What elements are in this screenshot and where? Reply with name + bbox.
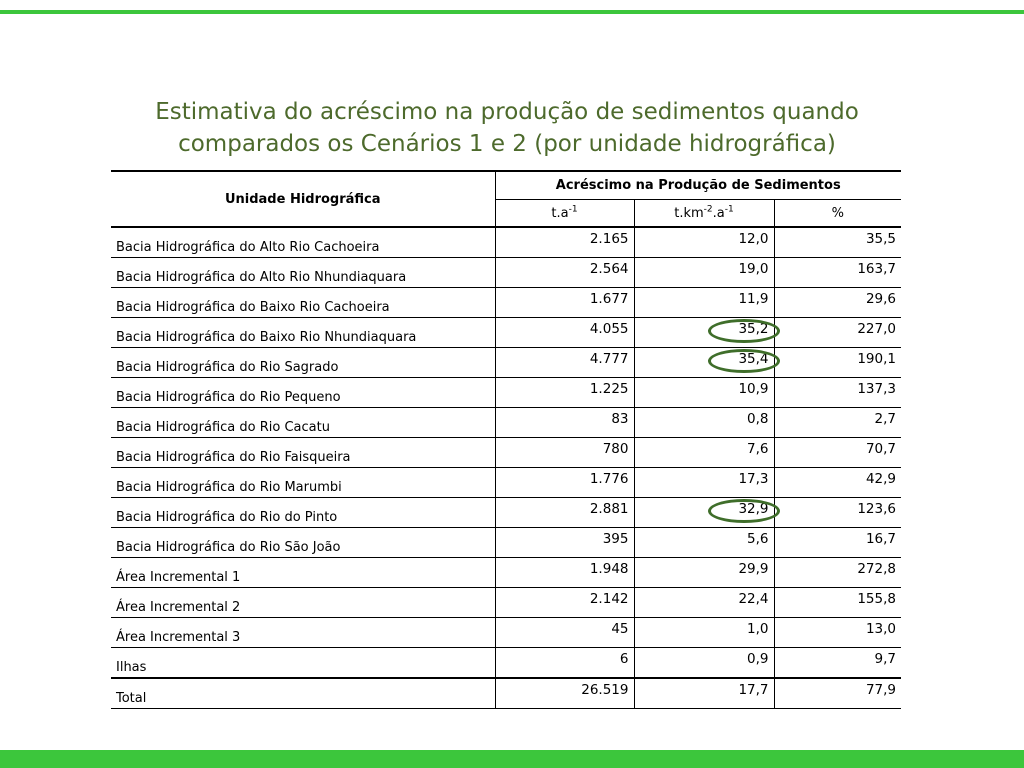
header-tkm-base1: t.km: [674, 205, 704, 221]
row-name: Ilhas: [111, 648, 495, 679]
row-value-percent: 9,7: [774, 648, 901, 679]
row-value-t-km-a: 19,0: [634, 258, 774, 288]
row-value-percent: 16,7: [774, 528, 901, 558]
row-value-t-km-a: 10,9: [634, 378, 774, 408]
row-value-t-a: 395: [495, 528, 634, 558]
table-row: [111, 258, 901, 288]
row-value-t-a: 83: [495, 408, 634, 438]
row-value-percent: 2,7: [774, 408, 901, 438]
header-tkm-sup2: -1: [724, 204, 734, 215]
row-value-t-a: 780: [495, 438, 634, 468]
row-name: Área Incremental 3: [111, 618, 495, 648]
row-name: Bacia Hidrográfica do Rio do Pinto: [111, 498, 495, 528]
row-value-t-a: 2.564: [495, 258, 634, 288]
title-line-1: Estimativa do acréscimo na produção de sedimentos quando: [155, 99, 859, 125]
row-value-t-km-a: 17,3: [634, 468, 774, 498]
table-row: [111, 438, 901, 468]
row-name: Bacia Hidrográfica do Rio Sagrado: [111, 348, 495, 378]
row-value-percent: 70,7: [774, 438, 901, 468]
row-name: Bacia Hidrográfica do Baixo Rio Cachoeira: [111, 288, 495, 318]
row-value-percent: 163,7: [774, 258, 901, 288]
row-value-t-km-a: 12,0: [634, 227, 774, 258]
row-value-percent: 42,9: [774, 468, 901, 498]
row-name: Área Incremental 1: [111, 558, 495, 588]
table-row: [111, 618, 901, 648]
header-acrescimo: Acréscimo na Produção de Sedimentos: [495, 171, 901, 200]
row-value-t-km-a: 7,6: [634, 438, 774, 468]
header-percent: %: [774, 200, 901, 228]
row-value-t-km-a: 29,9: [634, 558, 774, 588]
total-row: [111, 678, 901, 709]
row-value-t-a: 1.677: [495, 288, 634, 318]
top-accent-bar: [0, 10, 1024, 14]
total-name: Total: [111, 678, 495, 709]
row-name: Bacia Hidrográfica do Rio São João: [111, 528, 495, 558]
table-row: [111, 648, 901, 679]
row-value-t-km-a: 5,6: [634, 528, 774, 558]
row-name: Bacia Hidrográfica do Alto Rio Cachoeira: [111, 227, 495, 258]
table-row: [111, 318, 901, 348]
row-value-percent: 13,0: [774, 618, 901, 648]
row-value-t-a: 2.881: [495, 498, 634, 528]
table-row: [111, 588, 901, 618]
row-value-t-a: 2.165: [495, 227, 634, 258]
table-row: [111, 378, 901, 408]
sediment-table: [111, 170, 901, 709]
header-t-a-sup: -1: [568, 204, 578, 215]
table-row: [111, 558, 901, 588]
title-line-2: comparados os Cenários 1 e 2 (por unidade hidrográfica): [178, 131, 836, 157]
row-value-percent: 227,0: [774, 318, 901, 348]
slide-title: [112, 96, 902, 160]
total-value-t-a: 26.519: [495, 678, 634, 709]
header-tkm-base2: .a: [712, 205, 725, 221]
row-name: Bacia Hidrográfica do Rio Faisqueira: [111, 438, 495, 468]
row-value-t-a: 45: [495, 618, 634, 648]
row-value-t-km-a: 22,4: [634, 588, 774, 618]
table-row: [111, 348, 901, 378]
row-value-t-a: 2.142: [495, 588, 634, 618]
row-name: Bacia Hidrográfica do Rio Pequeno: [111, 378, 495, 408]
table-row: [111, 408, 901, 438]
row-value-t-a: 4.055: [495, 318, 634, 348]
header-t-a-base: t.a: [551, 205, 569, 221]
row-value-t-km-a: 0,8: [634, 408, 774, 438]
header-t-km-a: [634, 200, 774, 228]
row-value-t-a: 1.776: [495, 468, 634, 498]
table-row: [111, 468, 901, 498]
row-value-percent: 190,1: [774, 348, 901, 378]
row-value-percent: 137,3: [774, 378, 901, 408]
table-row: [111, 227, 901, 258]
row-value-t-km-a: 0,9: [634, 648, 774, 679]
row-value-t-km-a: 35,2: [634, 318, 774, 348]
row-value-percent: 35,5: [774, 227, 901, 258]
row-value-t-km-a: 1,0: [634, 618, 774, 648]
row-name: Bacia Hidrográfica do Rio Marumbi: [111, 468, 495, 498]
row-value-t-km-a: 11,9: [634, 288, 774, 318]
table-row: [111, 498, 901, 528]
header-tkm-sup1: -2: [703, 204, 713, 215]
row-value-t-km-a: 35,4: [634, 348, 774, 378]
row-value-t-km-a: 32,9: [634, 498, 774, 528]
row-value-t-a: 4.777: [495, 348, 634, 378]
table-row: [111, 528, 901, 558]
header-unidade: Unidade Hidrográfica: [111, 171, 495, 227]
row-name: Bacia Hidrográfica do Rio Cacatu: [111, 408, 495, 438]
total-value-percent: 77,9: [774, 678, 901, 709]
row-value-percent: 29,6: [774, 288, 901, 318]
header-t-a: [495, 200, 634, 228]
row-value-t-a: 1.225: [495, 378, 634, 408]
row-value-percent: 155,8: [774, 588, 901, 618]
bottom-accent-bar: [0, 750, 1024, 768]
row-value-t-a: 6: [495, 648, 634, 679]
row-name: Bacia Hidrográfica do Alto Rio Nhundiaquara: [111, 258, 495, 288]
row-value-percent: 272,8: [774, 558, 901, 588]
table-row: [111, 288, 901, 318]
total-value-t-km-a: 17,7: [634, 678, 774, 709]
row-name: Bacia Hidrográfica do Baixo Rio Nhundiaquara: [111, 318, 495, 348]
row-value-t-a: 1.948: [495, 558, 634, 588]
row-value-percent: 123,6: [774, 498, 901, 528]
row-name: Área Incremental 2: [111, 588, 495, 618]
